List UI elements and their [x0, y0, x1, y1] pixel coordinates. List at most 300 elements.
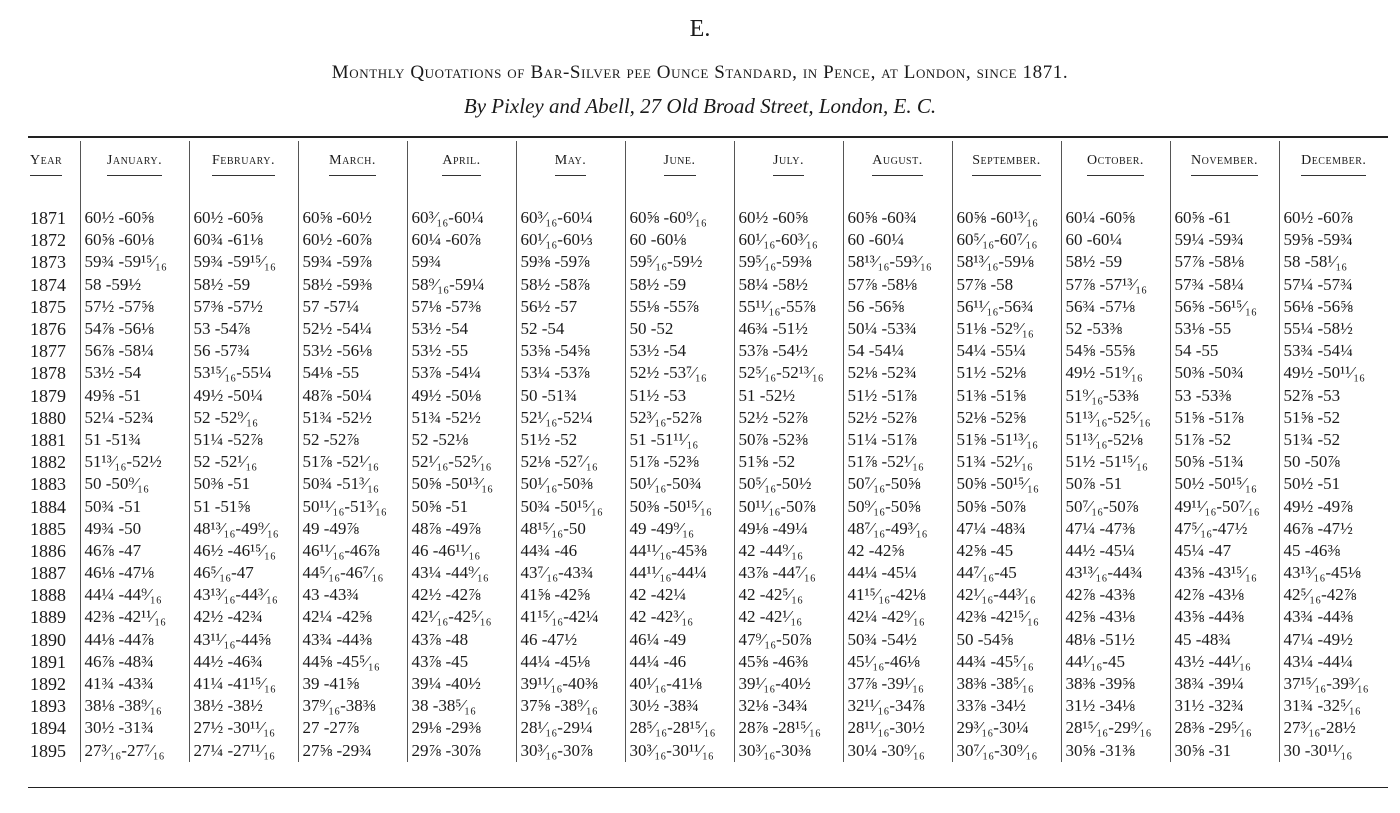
- quotation-cell: 43¼ -44¼: [1279, 651, 1388, 673]
- column-header-november: [1170, 141, 1279, 187]
- column-header-march: [298, 141, 407, 187]
- year-cell: 1888: [30, 585, 66, 606]
- column-header-label: September.: [972, 153, 1041, 176]
- quotation-cell: 47¼ -47⅜: [1061, 518, 1170, 540]
- quotation-cell: 52¹⁄₁₆-52¼: [516, 407, 625, 429]
- quotation-cell: 58½ -59: [189, 274, 298, 296]
- quotation-cell: 56½ -57: [516, 296, 625, 318]
- quotation-cell: 52⅛ -52⁷⁄₁₆: [516, 451, 625, 473]
- quotation-cell: 57⅜ -57½: [189, 296, 298, 318]
- quotation-cell: 51⅝ -51⅞: [1170, 407, 1279, 429]
- table-title: Monthly Quotations of Bar-Silver pee Ounce Standard, in Pence, at London, since 1871.: [331, 62, 1069, 83]
- quotation-cell: 51 -51¾: [80, 429, 189, 451]
- quotation-cell: 50¹¹⁄₁₆-51³⁄₁₆: [298, 495, 407, 517]
- table-row: [28, 318, 1388, 340]
- year-cell: 1872: [30, 230, 66, 251]
- quotation-cell: 30½ -38¾: [625, 695, 734, 717]
- year-cell: 1884: [30, 496, 66, 517]
- quotation-cell: 30³⁄₁₆-30⅜: [734, 740, 843, 762]
- column-header-label: March.: [329, 153, 376, 176]
- quotation-cell: 60⅝ -60⁹⁄₁₆: [625, 187, 734, 229]
- quotation-cell: 27³⁄₁₆-28½: [1279, 717, 1388, 739]
- quotation-cell: 52¼ -52¾: [80, 407, 189, 429]
- quotation-cell: 42⅞ -43⅜: [1061, 584, 1170, 606]
- quotation-cell: 47⁵⁄₁₆-47½: [1170, 518, 1279, 540]
- appendix-letter: E.: [689, 16, 711, 42]
- column-header-label: July.: [773, 153, 804, 176]
- column-header-may: [516, 141, 625, 187]
- quotation-cell: 53⅞ -54¼: [407, 362, 516, 384]
- table-row: [28, 518, 1388, 540]
- quotation-cell: 27¼ -27¹¹⁄₁₆: [189, 740, 298, 762]
- quotation-cell: 53½ -54: [625, 340, 734, 362]
- quotation-cell: 49½ -51⁹⁄₁₆: [1061, 362, 1170, 384]
- quotation-cell: 60 -60⅛: [625, 229, 734, 251]
- quotation-cell: 43⅞ -48: [407, 629, 516, 651]
- year-cell: 1871: [30, 208, 66, 229]
- quotation-cell: 31½ -32¾: [1170, 695, 1279, 717]
- quotation-cell: 43¹³⁄₁₆-45⅛: [1279, 562, 1388, 584]
- quotation-cell: 60 -60¼: [1061, 229, 1170, 251]
- quotation-cell: 51¹³⁄₁₆-52⁵⁄₁₆: [1061, 407, 1170, 429]
- quotation-cell: 43¹³⁄₁₆-44¾: [1061, 562, 1170, 584]
- quotation-cell: 58¼ -58½: [734, 274, 843, 296]
- header-row: [28, 141, 1388, 187]
- quotation-cell: 50⁷⁄₁₆-50⅝: [843, 473, 952, 495]
- column-header-february: [189, 141, 298, 187]
- quotation-cell: 52 -54: [516, 318, 625, 340]
- quotation-cell: 41¾ -43¾: [80, 673, 189, 695]
- table-row: [28, 229, 1388, 251]
- table-subtitle: By Pixley and Abell, 27 Old Broad Street, London, E. C.: [463, 94, 937, 118]
- quotation-cell: 45 -46⅜: [1279, 540, 1388, 562]
- quotation-cell: 57¾ -58¼: [1170, 274, 1279, 296]
- quotation-cell: 51½ -51¹⁵⁄₁₆: [1061, 451, 1170, 473]
- bottom-rule: [28, 787, 1388, 788]
- quotation-cell: 59¾ -59¹⁵⁄₁₆: [80, 251, 189, 273]
- quotation-cell: 29³⁄₁₆-30¼: [952, 717, 1061, 739]
- quotation-cell: 30⁷⁄₁₆-30⁹⁄₁₆: [952, 740, 1061, 762]
- quotation-cell: 50⁷⁄₁₆-50⅞: [1061, 495, 1170, 517]
- quotation-cell: 42⅝ -43⅛: [1061, 606, 1170, 628]
- quotation-cell: 28¹¹⁄₁₆-30½: [843, 717, 952, 739]
- quotation-cell: 30½ -31¾: [80, 717, 189, 739]
- quotation-cell: 51 -51¹¹⁄₁₆: [625, 429, 734, 451]
- quotation-cell: 38½ -38½: [189, 695, 298, 717]
- quotation-cell: 46⁵⁄₁₆-47: [189, 562, 298, 584]
- quotation-cell: 51¹³⁄₁₆-52⅛: [1061, 429, 1170, 451]
- year-cell: 1882: [30, 452, 66, 473]
- quotation-cell: 60¼ -60⅞: [407, 229, 516, 251]
- quotation-cell: 41¹⁵⁄₁₆-42⅛: [843, 584, 952, 606]
- quotation-cell: 50⅞ -52⅜: [734, 429, 843, 451]
- quotation-cell: 49½ -49⅞: [1279, 495, 1388, 517]
- year-cell: 1879: [30, 385, 66, 406]
- quotation-cell: 45¼ -47: [1170, 540, 1279, 562]
- quotation-cell: 44¼ -44⁹⁄₁₆: [80, 584, 189, 606]
- quotation-cell: 42⅝ -45: [952, 540, 1061, 562]
- quotation-cell: 60⅝ -60¾: [843, 187, 952, 229]
- column-header-label: June.: [664, 153, 696, 176]
- table-row: [28, 451, 1388, 473]
- quotation-cell: 28⅞ -28¹⁵⁄₁₆: [734, 717, 843, 739]
- quotation-cell: 38⅜ -39⅝: [1061, 673, 1170, 695]
- quotation-cell: 46¾ -51½: [734, 318, 843, 340]
- quotation-cell: 51 -51⅝: [189, 495, 298, 517]
- year-cell: 1873: [30, 252, 66, 273]
- quotation-cell: 45⅝ -46⅜: [734, 651, 843, 673]
- quotation-cell: 43⅝ -43¹⁵⁄₁₆: [1170, 562, 1279, 584]
- quotation-cell: 50⅝ -50¹⁵⁄₁₆: [952, 473, 1061, 495]
- quotation-cell: 49¹¹⁄₁₆-50⁷⁄₁₆: [1170, 495, 1279, 517]
- quotation-cell: 53½ -55: [407, 340, 516, 362]
- quotation-cell: 58½ -59⅜: [298, 274, 407, 296]
- quotation-cell: 51½ -51⅞: [843, 385, 952, 407]
- column-header-label: January.: [107, 153, 162, 176]
- quotation-cell: 57⅞ -57¹³⁄₁₆: [1061, 274, 1170, 296]
- quotation-cell: 58 -59½: [80, 274, 189, 296]
- table-row: [28, 340, 1388, 362]
- quotation-cell: 43⁷⁄₁₆-43¾: [516, 562, 625, 584]
- quotation-cell: 46⅞ -47½: [1279, 518, 1388, 540]
- quotation-cell: 49½ -50¹¹⁄₁₆: [1279, 362, 1388, 384]
- quotation-cell: 57⅞ -58⅛: [843, 274, 952, 296]
- quotation-cell: 54⅛ -55: [298, 362, 407, 384]
- quotation-cell: 43⅝ -44⅜: [1170, 606, 1279, 628]
- quotation-cell: 54¼ -55¼: [952, 340, 1061, 362]
- quotation-cell: 48⅛ -51½: [1061, 629, 1170, 651]
- quotation-cell: 44⅛ -44⅞: [80, 629, 189, 651]
- year-cell: 1875: [30, 296, 66, 317]
- quotation-cell: 59¾ -59¹⁵⁄₁₆: [189, 251, 298, 273]
- quotation-cell: 43¹¹⁄₁₆-44⅝: [189, 629, 298, 651]
- quotation-cell: 60½ -60⅞: [1279, 187, 1388, 229]
- table-row: [28, 495, 1388, 517]
- quotation-cell: 44¾ -46: [516, 540, 625, 562]
- quotation-cell: 50¾ -51³⁄₁₆: [298, 473, 407, 495]
- year-cell: 1881: [30, 429, 66, 450]
- table-row: [28, 606, 1388, 628]
- quotation-cell: 28¹⁵⁄₁₆-29⁹⁄₁₆: [1061, 717, 1170, 739]
- quotation-cell: 29⅞ -30⅞: [407, 740, 516, 762]
- quotation-cell: 52 -52⁹⁄₁₆: [189, 407, 298, 429]
- quotation-cell: 52⅛ -52⅝: [952, 407, 1061, 429]
- quotation-cell: 44½ -46¾: [189, 651, 298, 673]
- quotation-cell: 50 -50⅞: [1279, 451, 1388, 473]
- quotation-cell: 43¾ -44⅜: [298, 629, 407, 651]
- quotation-cell: 54 -55: [1170, 340, 1279, 362]
- quotation-cell: 50⅝ -51¾: [1170, 451, 1279, 473]
- quotation-cell: 44¾ -45⁵⁄₁₆: [952, 651, 1061, 673]
- quotation-cell: 60¹⁄₁₆-60³⁄₁₆: [734, 229, 843, 251]
- quotation-cell: 42 -42¹⁄₁₆: [734, 606, 843, 628]
- quotation-cell: 46¼ -49: [625, 629, 734, 651]
- quotation-cell: 51⅞ -52: [1170, 429, 1279, 451]
- quotation-cell: 43⅞ -45: [407, 651, 516, 673]
- quotation-cell: 60⅝ -60½: [298, 187, 407, 229]
- quotation-cell: 32⅛ -34¾: [734, 695, 843, 717]
- quotation-cell: 56⅞ -58¼: [80, 340, 189, 362]
- quotation-cell: 46¹¹⁄₁₆-46⅞: [298, 540, 407, 562]
- table-row: [28, 695, 1388, 717]
- quotation-cell: 41¹⁵⁄₁₆-42¼: [516, 606, 625, 628]
- quotation-cell: 39¹¹⁄₁₆-40⅜: [516, 673, 625, 695]
- quotation-cell: 53½ -54: [407, 318, 516, 340]
- quotation-cell: 30³⁄₁₆-30¹¹⁄₁₆: [625, 740, 734, 762]
- quotation-cell: 46⅞ -47: [80, 540, 189, 562]
- table-row: [28, 651, 1388, 673]
- quotation-cell: 47¼ -48¾: [952, 518, 1061, 540]
- quotation-cell: 52 -52⅞: [298, 429, 407, 451]
- quotation-cell: 48⅞ -49⅞: [407, 518, 516, 540]
- quotation-cell: 57 -57¼: [298, 296, 407, 318]
- quotation-cell: 52½ -53⁷⁄₁₆: [625, 362, 734, 384]
- quotation-cell: 56⅛ -56⅝: [1279, 296, 1388, 318]
- quotation-cell: 50¹⁄₁₆-50⅜: [516, 473, 625, 495]
- quotation-cell: 44¹⁄₁₆-45: [1061, 651, 1170, 673]
- quotation-cell: 38¾ -39¼: [1170, 673, 1279, 695]
- quotation-cell: 50¾ -51: [80, 495, 189, 517]
- quotation-cell: 60⅝ -60⅛: [80, 229, 189, 251]
- year-cell: 1895: [30, 740, 66, 761]
- quotation-cell: 41¼ -41¹⁵⁄₁₆: [189, 673, 298, 695]
- quotation-cell: 50¹⁄₁₆-50¾: [625, 473, 734, 495]
- quotation-cell: 28¹⁄₁₆-29¼: [516, 717, 625, 739]
- quotation-cell: 56¹¹⁄₁₆-56¾: [952, 296, 1061, 318]
- quotation-cell: 60⅝ -60¹³⁄₁₆: [952, 187, 1061, 229]
- column-header-label: October.: [1087, 153, 1144, 176]
- quotation-cell: 55¼ -58½: [1279, 318, 1388, 340]
- quotation-cell: 59⅝ -59¾: [1279, 229, 1388, 251]
- quotation-cell: 60¹⁄₁₆-60⅓: [516, 229, 625, 251]
- quotation-cell: 42¹⁄₁₆-44³⁄₁₆: [952, 584, 1061, 606]
- quotation-cell: 52⅞ -53: [1279, 385, 1388, 407]
- quotation-cell: 28⁵⁄₁₆-28¹⁵⁄₁₆: [625, 717, 734, 739]
- table-row: [28, 717, 1388, 739]
- quotation-cell: 27½ -30¹¹⁄₁₆: [189, 717, 298, 739]
- quotation-cell: 44⅝ -45⁵⁄₁₆: [298, 651, 407, 673]
- quotation-cell: 49⅝ -51: [80, 385, 189, 407]
- quotation-cell: 42¼ -42⁹⁄₁₆: [843, 606, 952, 628]
- quotation-cell: 43¾ -44⅜: [1279, 606, 1388, 628]
- column-header-june: [625, 141, 734, 187]
- year-cell: 1887: [30, 563, 66, 584]
- year-cell: 1891: [30, 651, 66, 672]
- silver-quotations-table: [28, 141, 1388, 762]
- column-header-december: [1279, 141, 1388, 187]
- top-rule: [28, 136, 1388, 138]
- quotation-cell: 49⅛ -49¼: [734, 518, 843, 540]
- column-header-label: December.: [1301, 153, 1366, 176]
- quotation-cell: 27 -27⅞: [298, 717, 407, 739]
- quotation-cell: 42⅞ -43⅛: [1170, 584, 1279, 606]
- quotation-cell: 60³⁄₁₆-60¼: [516, 187, 625, 229]
- table-row: [28, 385, 1388, 407]
- column-header-label: May.: [555, 153, 586, 176]
- quotation-cell: 48¹³⁄₁₆-49⁹⁄₁₆: [189, 518, 298, 540]
- quotation-cell: 46⅛ -47⅛: [80, 562, 189, 584]
- quotation-cell: 37⅝ -38⁹⁄₁₆: [516, 695, 625, 717]
- quotation-cell: 51¾ -52: [1279, 429, 1388, 451]
- quotation-cell: 59⅜ -59⅞: [516, 251, 625, 273]
- quotation-cell: 51⅞ -52¹⁄₁₆: [843, 451, 952, 473]
- column-header-september: [952, 141, 1061, 187]
- quotation-cell: 60 -60¼: [843, 229, 952, 251]
- quotation-cell: 52⁵⁄₁₆-52¹³⁄₁₆: [734, 362, 843, 384]
- column-header-october: [1061, 141, 1170, 187]
- quotation-cell: 42⁵⁄₁₆-42⅞: [1279, 584, 1388, 606]
- quotation-cell: 51⅜ -51⅝: [952, 385, 1061, 407]
- table-row: [28, 562, 1388, 584]
- table-row: [28, 673, 1388, 695]
- quotation-cell: 54⅝ -55⅝: [1061, 340, 1170, 362]
- quotation-cell: 58¹³⁄₁₆-59³⁄₁₆: [843, 251, 952, 273]
- quotation-cell: 60⅝ -61: [1170, 187, 1279, 229]
- quotation-cell: 29⅛ -29⅜: [407, 717, 516, 739]
- quotation-cell: 39¼ -40½: [407, 673, 516, 695]
- quotation-cell: 49¾ -50: [80, 518, 189, 540]
- column-header-january: [80, 141, 189, 187]
- quotation-cell: 51⅝ -51¹³⁄₁₆: [952, 429, 1061, 451]
- quotation-cell: 50⅜ -50¹⁵⁄₁₆: [625, 495, 734, 517]
- quotation-cell: 30⅝ -31: [1170, 740, 1279, 762]
- quotation-cell: 50 -51¾: [516, 385, 625, 407]
- quotation-cell: 44½ -45¼: [1061, 540, 1170, 562]
- quotation-cell: 60⁵⁄₁₆-60⁷⁄₁₆: [952, 229, 1061, 251]
- quotation-cell: 37⁹⁄₁₆-38⅜: [298, 695, 407, 717]
- quotation-cell: 56⅝ -56¹⁵⁄₁₆: [1170, 296, 1279, 318]
- quotation-cell: 55⅛ -55⅞: [625, 296, 734, 318]
- quotation-cell: 52³⁄₁₆-52⅞: [625, 407, 734, 429]
- quotation-cell: 50¹¹⁄₁₆-50⅞: [734, 495, 843, 517]
- column-header-label: April.: [442, 153, 480, 176]
- quotation-cell: 60³⁄₁₆-60¼: [407, 187, 516, 229]
- quotation-cell: 56¾ -57⅛: [1061, 296, 1170, 318]
- quotation-cell: 45¹⁄₁₆-46⅛: [843, 651, 952, 673]
- quotation-cell: 39 -41⅝: [298, 673, 407, 695]
- quotation-cell: 38⅛ -38⁹⁄₁₆: [80, 695, 189, 717]
- quotation-cell: 50⅜ -51: [189, 473, 298, 495]
- quotation-cell: 58 -58¹⁄₁₆: [1279, 251, 1388, 273]
- year-cell: 1893: [30, 696, 66, 717]
- quotation-cell: 54 -54¼: [843, 340, 952, 362]
- quotation-cell: 30³⁄₁₆-30⅞: [516, 740, 625, 762]
- quotation-cell: 51½ -52: [516, 429, 625, 451]
- table-row: [28, 429, 1388, 451]
- quotation-cell: 59¾: [407, 251, 516, 273]
- quotation-cell: 42½ -42¾: [189, 606, 298, 628]
- quotation-cell: 43½ -44¹⁄₁₆: [1170, 651, 1279, 673]
- quotation-cell: 58⁹⁄₁₆-59¼: [407, 274, 516, 296]
- quotation-cell: 58½ -59: [1061, 251, 1170, 273]
- quotation-cell: 50 -54⅝: [952, 629, 1061, 651]
- quotation-cell: 50 -50⁹⁄₁₆: [80, 473, 189, 495]
- quotation-cell: 53¼ -53⅞: [516, 362, 625, 384]
- quotation-cell: 50 -52: [625, 318, 734, 340]
- quotation-cell: 50⅝ -51: [407, 495, 516, 517]
- quotation-cell: 27⅝ -29¾: [298, 740, 407, 762]
- quotation-cell: 50½ -50¹⁵⁄₁₆: [1170, 473, 1279, 495]
- year-cell: 1894: [30, 718, 66, 739]
- quotation-cell: 53½ -56⅛: [298, 340, 407, 362]
- table-row: [28, 187, 1388, 229]
- quotation-cell: 48⁷⁄₁₆-49³⁄₁₆: [843, 518, 952, 540]
- quotation-cell: 59¾ -59⅞: [298, 251, 407, 273]
- quotation-cell: 47¼ -49½: [1279, 629, 1388, 651]
- table-body: [28, 187, 1388, 762]
- column-header-label: August.: [872, 153, 922, 176]
- quotation-cell: 44⁷⁄₁₆-45: [952, 562, 1061, 584]
- quotation-cell: 49½ -50¼: [189, 385, 298, 407]
- quotation-cell: 52¹⁄₁₆-52⁵⁄₁₆: [407, 451, 516, 473]
- quotation-cell: 54⅞ -56⅛: [80, 318, 189, 340]
- quotation-cell: 50½ -51: [1279, 473, 1388, 495]
- quotation-cell: 57⅞ -58: [952, 274, 1061, 296]
- quotation-cell: 42 -42³⁄₁₆: [625, 606, 734, 628]
- quotation-cell: 44⁵⁄₁₆-46⁷⁄₁₆: [298, 562, 407, 584]
- year-cell: 1876: [30, 319, 66, 340]
- column-header-july: [734, 141, 843, 187]
- quotation-cell: 42 -42¼: [625, 584, 734, 606]
- quotation-cell: 60½ -60⅝: [80, 187, 189, 229]
- quotation-cell: 38⅜ -38⁵⁄₁₆: [952, 673, 1061, 695]
- quotation-cell: 42 -42⁵⁄₁₆: [734, 584, 843, 606]
- quotation-cell: 53½ -54: [80, 362, 189, 384]
- year-cell: 1892: [30, 674, 66, 695]
- quotation-cell: 59⁵⁄₁₆-59½: [625, 251, 734, 273]
- quotation-cell: 42¹⁄₁₆-42⁵⁄₁₆: [407, 606, 516, 628]
- quotation-cell: 60½ -60⅝: [734, 187, 843, 229]
- quotation-cell: 56 -57¾: [189, 340, 298, 362]
- quotation-cell: 53¾ -54¼: [1279, 340, 1388, 362]
- column-header-label: November.: [1191, 153, 1258, 176]
- quotation-cell: 46⅞ -48¾: [80, 651, 189, 673]
- quotation-cell: 51¾ -52¹⁄₁₆: [952, 451, 1061, 473]
- quotation-cell: 55¹¹⁄₁₆-55⅞: [734, 296, 843, 318]
- quotation-cell: 43¹³⁄₁₆-44³⁄₁₆: [189, 584, 298, 606]
- year-cell: 1883: [30, 474, 66, 495]
- quotation-cell: 47⁹⁄₁₆-50⅞: [734, 629, 843, 651]
- table-row: [28, 584, 1388, 606]
- quotation-cell: 42½ -42⅞: [407, 584, 516, 606]
- quotation-cell: 46 -47½: [516, 629, 625, 651]
- table-row: [28, 540, 1388, 562]
- quotation-cell: 51⅝ -52: [734, 451, 843, 473]
- quotation-cell: 51¾ -52½: [298, 407, 407, 429]
- quotation-cell: 60½ -60⅞: [298, 229, 407, 251]
- quotation-cell: 52½ -54¼: [298, 318, 407, 340]
- quotation-cell: 38 -38⁵⁄₁₆: [407, 695, 516, 717]
- quotation-cell: 48¹⁵⁄₁₆-50: [516, 518, 625, 540]
- quotation-cell: 50¾ -50¹⁵⁄₁₆: [516, 495, 625, 517]
- quotation-cell: 60¼ -60⅝: [1061, 187, 1170, 229]
- quotation-cell: 40¹⁄₁₆-41⅛: [625, 673, 734, 695]
- year-cell: 1878: [30, 363, 66, 384]
- column-header-label: Year: [30, 153, 62, 176]
- quotation-cell: 57½ -57⅝: [80, 296, 189, 318]
- quotation-cell: 37⅞ -39¹⁄₁₆: [843, 673, 952, 695]
- quotation-cell: 50⁵⁄₁₆-50½: [734, 473, 843, 495]
- quotation-cell: 58½ -58⅞: [516, 274, 625, 296]
- table-row: [28, 740, 1388, 762]
- quotation-cell: 52 -52¹⁄₁₆: [189, 451, 298, 473]
- quotation-cell: 53⅝ -54⅝: [516, 340, 625, 362]
- quotation-cell: 31¾ -32⁵⁄₁₆: [1279, 695, 1388, 717]
- quotation-cell: 52 -53⅜: [1061, 318, 1170, 340]
- quotation-cell: 51¹³⁄₁₆-52½: [80, 451, 189, 473]
- quotation-cell: 56 -56⅝: [843, 296, 952, 318]
- quotation-cell: 60½ -60⅝: [189, 187, 298, 229]
